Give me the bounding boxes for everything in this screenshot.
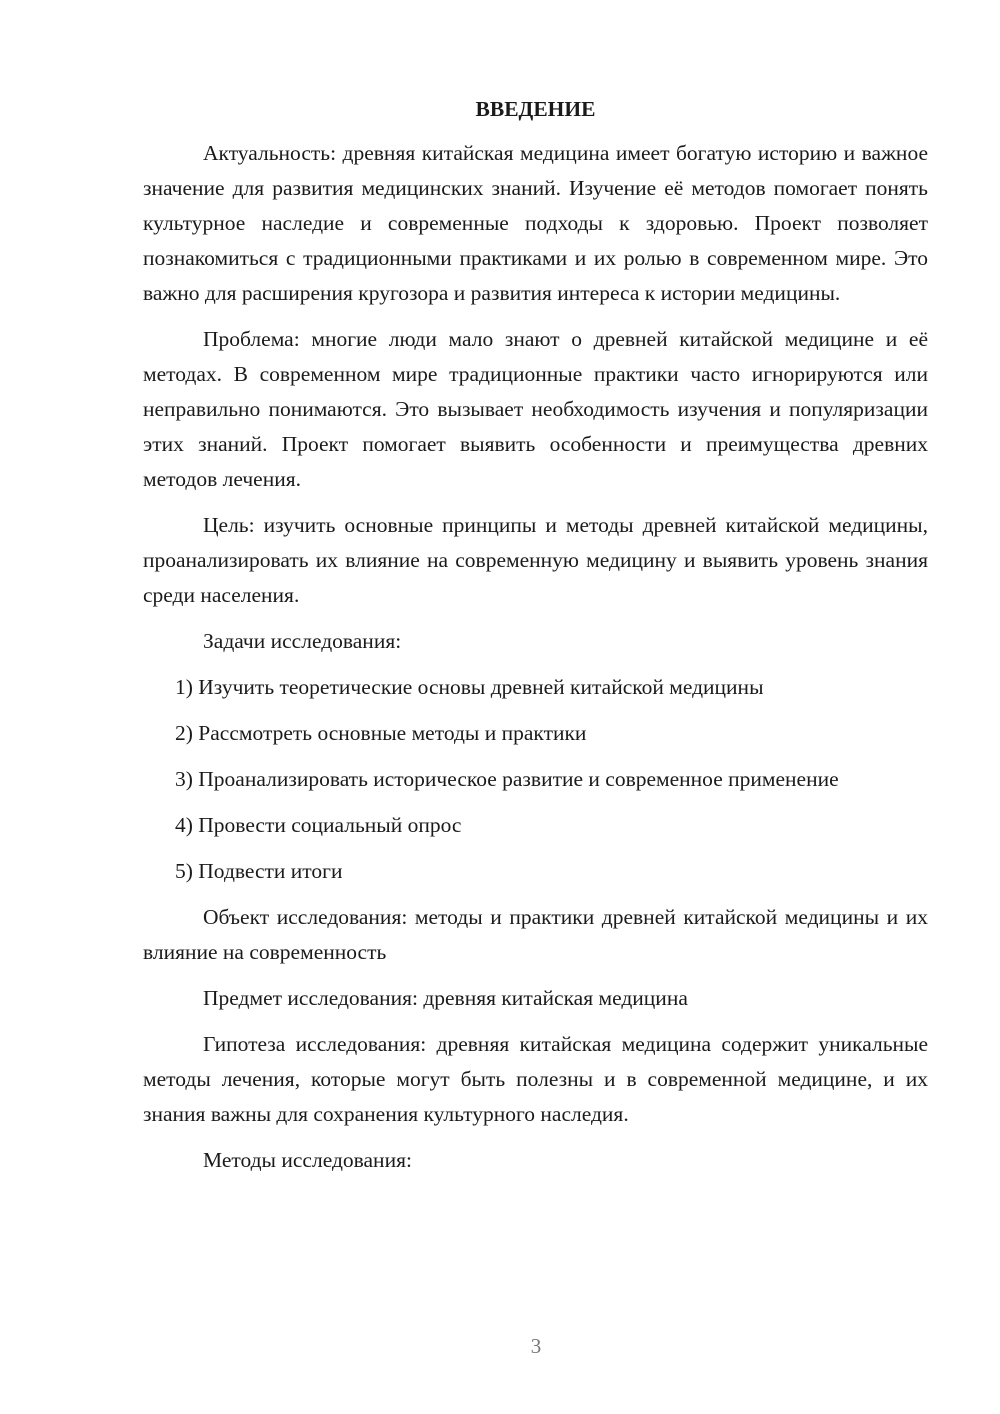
list-item: 3) Проанализировать историческое развитие и современное применение (175, 767, 839, 791)
relevance-paragraph: Актуальность: древняя китайская медицина имеет богатую историю и важное значение для развития медицинских знаний. Изучение её методов помогает понять культурное наследие и современные подходы к здоровью. Проект позволяет познакомиться с традиционными практиками и их ролью в современном мире. Это важно для расширения кругозора и развития интереса к истории медицины. (143, 141, 928, 305)
hypothesis-paragraph: Гипотеза исследования: древняя китайская медицина содержит уникальные методы лечения, которые могут быть полезны и в современной медицине, и их знания важны для сохранения культурного наследия. (143, 1032, 928, 1126)
subject-paragraph: Предмет исследования: древняя китайская медицина (203, 986, 688, 1010)
list-item: 2) Рассмотреть основные методы и практики (175, 721, 587, 745)
list-item: 5) Подвести итоги (175, 859, 343, 883)
object-paragraph: Объект исследования: методы и практики древней китайской медицины и их влияние на современность (143, 905, 928, 964)
list-item: 1) Изучить теоретические основы древней китайской медицины (175, 675, 764, 699)
goal-paragraph: Цель: изучить основные принципы и методы древней китайской медицины, проанализировать их влияние на современную медицину и выявить уровень знания среди населения. (143, 513, 928, 607)
document-page (143, 92, 928, 1189)
section-title: ВВЕДЕНИЕ (475, 97, 596, 121)
page-number: 3 (530, 1334, 542, 1358)
tasks-list (143, 670, 928, 889)
methods-heading: Методы исследования: (203, 1148, 412, 1172)
list-item: 4) Провести социальный опрос (175, 813, 462, 837)
tasks-heading: Задачи исследования: (203, 629, 402, 653)
problem-paragraph: Проблема: многие люди мало знают о древней китайской медицине и её методах. В современном мире традиционные практики часто игнорируются или неправильно понимаются. Это вызывает необходимость изучения и популяризации этих знаний. Проект помогает выявить особенности и преимущества древних методов лечения. (143, 327, 928, 491)
